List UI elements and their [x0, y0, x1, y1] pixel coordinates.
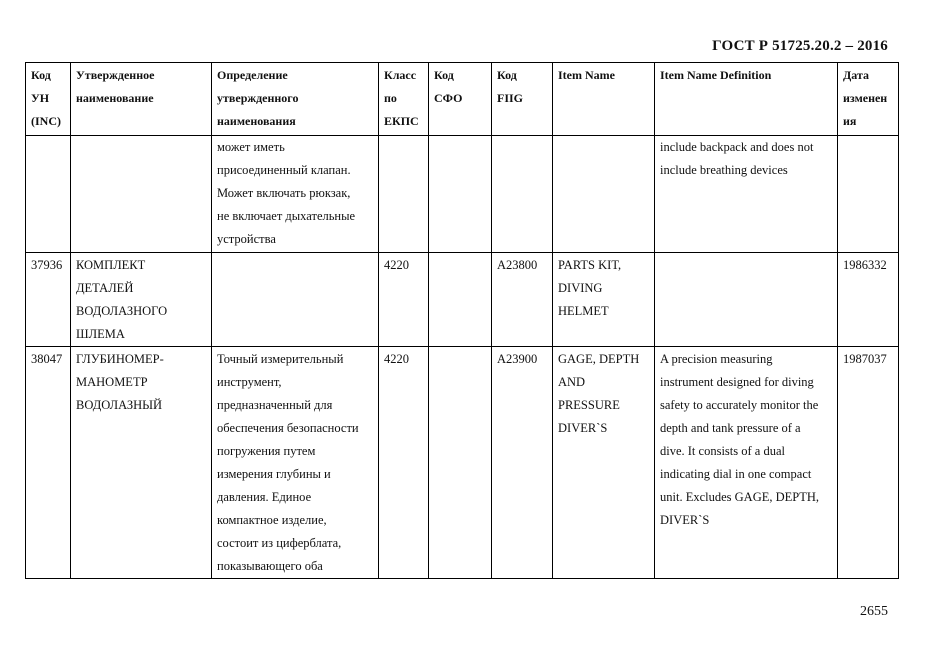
- page-number: 2655: [860, 604, 888, 619]
- cell-definition: [212, 253, 379, 347]
- cell-fiig-code: A23900: [492, 347, 553, 579]
- column-header-inc: Код УН (INC): [26, 63, 71, 136]
- cell-sfo-code: [429, 253, 492, 347]
- cell-item-name-definition: [655, 253, 838, 347]
- cell-ekps-class: 4220: [379, 347, 429, 579]
- column-header-definition: Определение утвержденного наименования: [212, 63, 379, 136]
- table-row: [26, 136, 899, 253]
- cell-item-name-definition: include backpack and does not include breathing devices: [655, 136, 838, 253]
- cell-fiig-code: [492, 136, 553, 253]
- cell-item-name: [553, 136, 655, 253]
- table-header-row: [26, 63, 899, 136]
- cell-fiig-code: A23800: [492, 253, 553, 347]
- cell-inc: 37936: [26, 253, 71, 347]
- cell-change-date: [838, 136, 899, 253]
- cell-item-name: GAGE, DEPTH AND PRESSURE DIVER`S: [553, 347, 655, 579]
- classification-table: [25, 62, 899, 579]
- cell-sfo-code: [429, 136, 492, 253]
- cell-definition: может иметь присоединенный клапан. Может включать рюкзак, не включает дыхательные устройства: [212, 136, 379, 253]
- cell-sfo-code: [429, 347, 492, 579]
- column-header-sfo-code: Код СФО: [429, 63, 492, 136]
- table-row: [26, 253, 899, 347]
- cell-approved-name: [71, 136, 212, 253]
- cell-inc: [26, 136, 71, 253]
- column-header-change-date: Дата изменен ия: [838, 63, 899, 136]
- cell-ekps-class: 4220: [379, 253, 429, 347]
- column-header-item-name-definition: Item Name Definition: [655, 63, 838, 136]
- cell-change-date: 1986332: [838, 253, 899, 347]
- cell-approved-name: ГЛУБИНОМЕР- МАНОМЕТР ВОДОЛАЗНЫЙ: [71, 347, 212, 579]
- column-header-fiig-code: Код FIIG: [492, 63, 553, 136]
- cell-ekps-class: [379, 136, 429, 253]
- column-header-ekps-class: Класс по ЕКПС: [379, 63, 429, 136]
- cell-item-name-definition: A precision measuring instrument designed for diving safety to accurately monitor the depth and tank pressure of a dive. It consists of a dual indicating dial in one compact unit. Excludes GAGE, DEPTH, DIVER`S: [655, 347, 838, 579]
- cell-item-name: PARTS KIT, DIVING HELMET: [553, 253, 655, 347]
- column-header-approved-name: Утвержденное наименование: [71, 63, 212, 136]
- table-row: [26, 347, 899, 579]
- cell-change-date: 1987037: [838, 347, 899, 579]
- column-header-item-name: Item Name: [553, 63, 655, 136]
- cell-definition: Точный измерительный инструмент, предназначенный для обеспечения безопасности погружения путем измерения глубины и давления. Единое компактное изделие, состоит из циферблата, показывающего оба: [212, 347, 379, 579]
- document-standard-header: ГОСТ Р 51725.20.2 – 2016: [712, 38, 888, 54]
- cell-approved-name: КОМПЛЕКТ ДЕТАЛЕЙ ВОДОЛАЗНОГО ШЛЕМА: [71, 253, 212, 347]
- cell-inc: 38047: [26, 347, 71, 579]
